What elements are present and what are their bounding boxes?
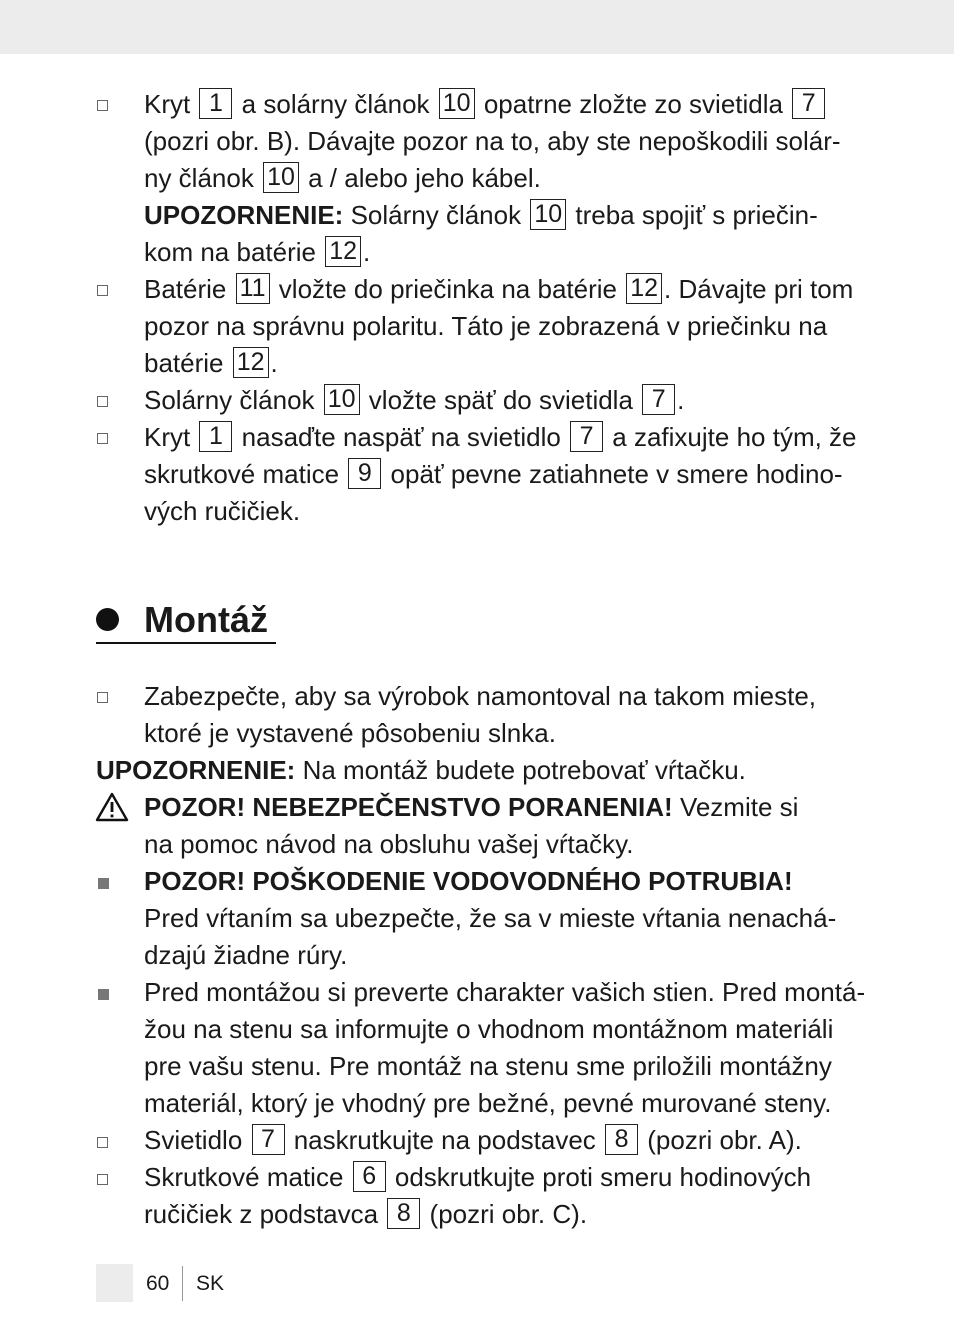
- checkbox-bullet: [97, 1174, 108, 1185]
- text-line: Pred vŕtaním sa ubezpečte, že sa v mieste vŕtania nenachá-: [144, 903, 837, 933]
- text-line: dzajú žiadne rúry.: [144, 940, 348, 970]
- bold-label: POZOR! NEBEZPEČENSTVO PORANENIA!: [144, 792, 673, 822]
- bold-label: UPOZORNENIE:: [144, 200, 344, 230]
- part-number-label: 9: [348, 458, 381, 489]
- part-number-label: 10: [530, 199, 566, 230]
- text-line: UPOZORNENIE: Solárny článok 10 treba spojiť s priečin-: [144, 199, 818, 230]
- square-bullet: [98, 878, 109, 889]
- part-number-label: 12: [233, 347, 269, 378]
- text-line: Batérie 11 vložte do priečinka na batérie 12 . Dávajte pri tom: [144, 273, 854, 304]
- text-line: Zabezpečte, aby sa výrobok namontoval na takom mieste,: [144, 681, 817, 711]
- bold-label: POZOR! POŠKODENIE VODOVODNÉHO POTRUBIA!: [144, 866, 793, 896]
- text-line: Pred montážou si preverte charakter vašich stien. Pred montá-: [144, 977, 866, 1007]
- checkbox-bullet: [97, 285, 108, 296]
- part-number-label: 8: [605, 1124, 638, 1155]
- page-number: 60: [146, 1272, 170, 1295]
- text-line: POZOR! NEBEZPEČENSTVO PORANENIA! Vezmite si: [144, 792, 799, 822]
- part-number-label: 10: [324, 384, 360, 415]
- text-line: skrutkové matice 9 opäť pevne zatiahnete v smere hodino-: [144, 458, 843, 489]
- part-number-label: 12: [626, 273, 662, 304]
- bold-label: UPOZORNENIE:: [96, 755, 296, 785]
- text-line: ktoré je vystavené pôsobeniu slnka.: [144, 718, 556, 748]
- text-line: batérie 12 .: [144, 347, 278, 378]
- text-line: (pozri obr. B). Dávajte pozor na to, aby ste nepoškodili solár-: [144, 126, 841, 156]
- square-bullet: [98, 989, 109, 1000]
- text-line: kom na batérie 12 .: [144, 236, 371, 267]
- text-line: žou na stenu sa informujte o vhodnom montážnom materiáli: [144, 1014, 834, 1044]
- text-line: vých ručičiek.: [144, 496, 301, 526]
- part-number-label: 7: [252, 1124, 285, 1155]
- part-number-label: 11: [236, 273, 270, 304]
- part-number-label: 1: [199, 88, 232, 119]
- text-line: Solárny článok 10 vložte späť do svietidla 7 .: [144, 384, 685, 415]
- checkbox-bullet: [97, 100, 108, 111]
- checkbox-bullet: [97, 1137, 108, 1148]
- part-number-label: 10: [263, 162, 299, 193]
- text-line: [144, 863, 793, 900]
- text-line: ručičiek z podstavca 8 (pozri obr. C).: [144, 1198, 588, 1229]
- text-line: Skrutkové matice 6 odskrutkujte proti smeru hodinových: [144, 1161, 812, 1192]
- section-heading: Montáž: [144, 599, 268, 640]
- text-line: Kryt 1 nasaďte naspäť na svietidlo 7 a zafixujte ho tým, že: [144, 421, 857, 452]
- heading-bullet: [96, 608, 119, 631]
- text-line: pozor na správnu polaritu. Táto je zobrazená v priečinku na: [144, 311, 828, 341]
- part-number-label: 6: [353, 1161, 386, 1192]
- text-line: pre vašu stenu. Pre montáž na stenu sme priložili montážny: [144, 1051, 832, 1081]
- heading-underline: [96, 642, 276, 644]
- text-line: Kryt 1 a solárny článok 10 opatrne zložte zo svietidla 7: [144, 86, 827, 123]
- part-number-label: 8: [387, 1198, 420, 1229]
- header-bar: [0, 0, 954, 54]
- text-line: na pomoc návod na obsluhu vašej vŕtačky.: [144, 829, 634, 859]
- part-number-label: 12: [325, 236, 361, 267]
- checkbox-bullet: [97, 692, 108, 703]
- warning-icon: [95, 792, 129, 822]
- text-line: Svietidlo 7 naskrutkujte na podstavec 8 (pozri obr. A).: [144, 1124, 802, 1155]
- text-line: UPOZORNENIE: Na montáž budete potrebovať vŕtačku.: [96, 755, 746, 785]
- part-number-label: 10: [439, 88, 475, 119]
- checkbox-bullet: [97, 433, 108, 444]
- footer-divider: [182, 1266, 183, 1301]
- text-line: materiál, ktorý je vhodný pre bežné, pevné murované steny.: [144, 1088, 832, 1118]
- checkbox-bullet: [97, 396, 108, 407]
- part-number-label: 7: [792, 88, 825, 119]
- part-number-label: 7: [642, 384, 675, 415]
- part-number-label: 1: [199, 421, 232, 452]
- text-line: ny článok 10 a / alebo jeho kábel.: [144, 162, 541, 193]
- page-language: SK: [196, 1272, 225, 1295]
- part-number-label: 7: [570, 421, 603, 452]
- footer-tab: [96, 1264, 133, 1302]
